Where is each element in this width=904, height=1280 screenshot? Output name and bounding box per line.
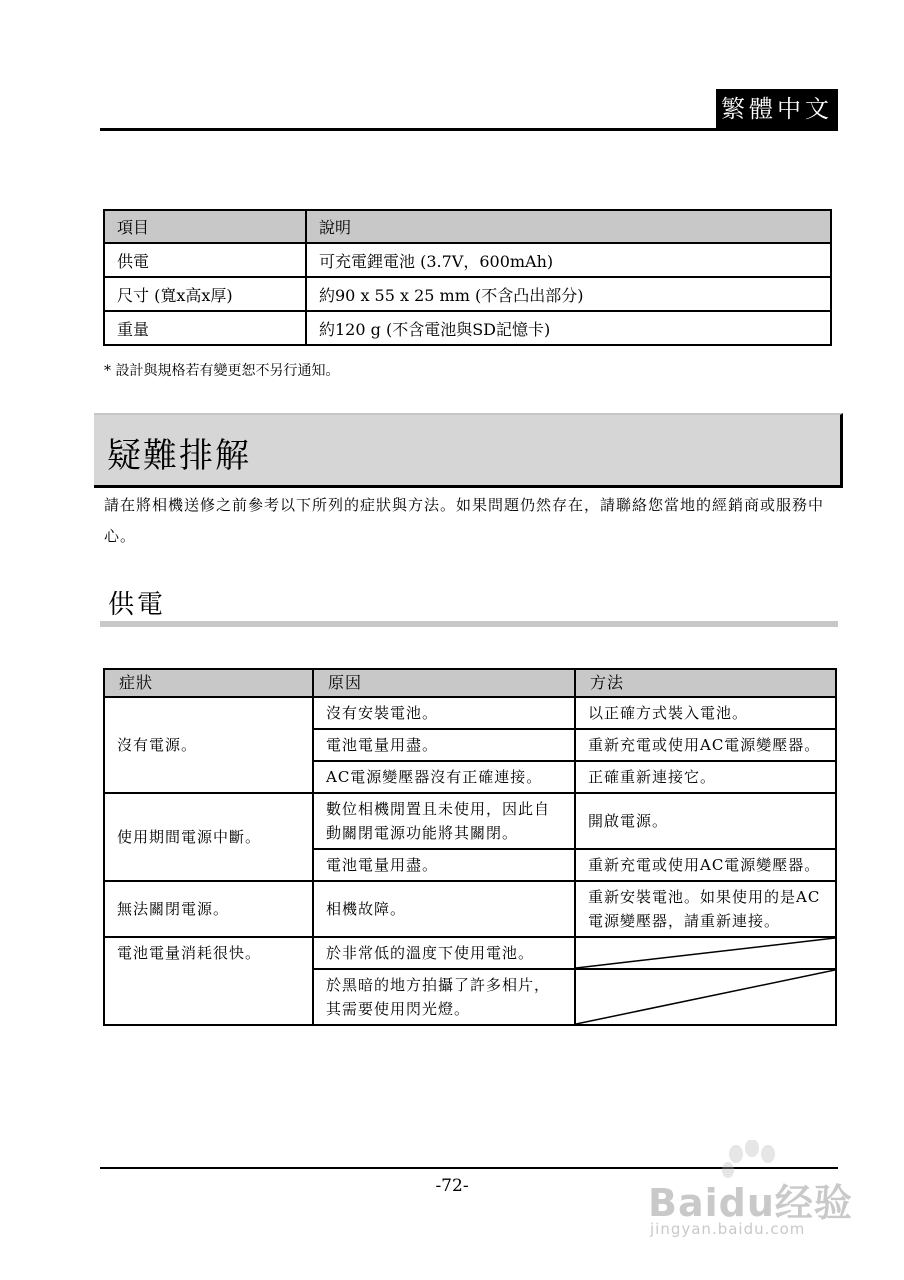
diagonal-strike bbox=[576, 970, 835, 1024]
solution-cell: 以正確方式裝入電池。 bbox=[575, 697, 836, 729]
spec-label: 供電 bbox=[104, 243, 306, 277]
solution-cell: 重新充電或使用AC電源變壓器。 bbox=[575, 849, 836, 881]
spec-table bbox=[103, 209, 832, 346]
cause-cell: 電池電量用盡。 bbox=[313, 849, 575, 881]
spec-row bbox=[104, 277, 831, 311]
watermark-brand: Baidu经验 bbox=[648, 1181, 853, 1225]
spec-header-description: 說明 bbox=[306, 210, 831, 243]
cause-cell: 沒有安裝電池。 bbox=[313, 697, 575, 729]
section-intro: 請在將相機送修之前參考以下所列的症狀與方法。如果問題仍然存在，請聯絡您當地的經銷商或服務中心。 bbox=[104, 496, 825, 545]
empty-solution-cell bbox=[575, 969, 836, 1025]
header-rule bbox=[100, 128, 838, 131]
watermark-url: jingyan.baidu.com bbox=[650, 1220, 806, 1238]
empty-solution-cell bbox=[575, 937, 836, 969]
subsection-rule bbox=[100, 621, 838, 627]
cause-cell: 於非常低的溫度下使用電池。 bbox=[313, 937, 575, 969]
cause-cell: AC電源變壓器沒有正確連接。 bbox=[313, 761, 575, 793]
table-row bbox=[104, 697, 836, 729]
cause-cell: 於黑暗的地方拍攝了許多相片，其需要使用閃光燈。 bbox=[313, 969, 575, 1025]
spec-header-item: 項目 bbox=[104, 210, 306, 243]
spec-label: 重量 bbox=[104, 311, 306, 345]
spec-value: 約90 x 55 x 25 mm (不含凸出部分) bbox=[306, 277, 831, 311]
spec-note: * 設計與規格若有變更恕不另行通知。 bbox=[104, 363, 340, 379]
language-tab: 繁體中文 bbox=[716, 89, 838, 129]
symptom-cell: 電池電量消耗很快。 bbox=[104, 937, 313, 1025]
solution-cell: 重新安裝電池。如果使用的是AC電源變壓器，請重新連接。 bbox=[575, 881, 836, 937]
table-row bbox=[104, 793, 836, 849]
spec-label: 尺寸 (寬x高x厚) bbox=[104, 277, 306, 311]
spec-value: 可充電鋰電池 (3.7V，600mAh) bbox=[306, 243, 831, 277]
diagonal-strike bbox=[576, 938, 835, 968]
table-row bbox=[104, 881, 836, 937]
spec-row bbox=[104, 243, 831, 277]
cause-cell: 數位相機閒置且未使用，因此自動關閉電源功能將其關閉。 bbox=[313, 793, 575, 849]
troubleshooting-table bbox=[103, 668, 837, 1026]
symptom-cell: 無法關閉電源。 bbox=[104, 881, 313, 937]
solution-cell: 正確重新連接它。 bbox=[575, 761, 836, 793]
header-solution: 方法 bbox=[575, 669, 836, 697]
spec-row bbox=[104, 311, 831, 345]
section-title: 疑難排解 bbox=[107, 436, 251, 476]
cause-cell: 電池電量用盡。 bbox=[313, 729, 575, 761]
subsection-title: 供電 bbox=[108, 590, 167, 620]
spec-value: 約120 g (不含電池與SD記憶卡) bbox=[306, 311, 831, 345]
header-cause: 原因 bbox=[313, 669, 575, 697]
header-symptom: 症狀 bbox=[104, 669, 313, 697]
page-number: -72- bbox=[435, 1176, 469, 1196]
cause-cell: 相機故障。 bbox=[313, 881, 575, 937]
symptom-cell: 使用期間電源中斷。 bbox=[104, 793, 313, 881]
spec-table-header bbox=[104, 210, 831, 243]
solution-cell: 重新充電或使用AC電源變壓器。 bbox=[575, 729, 836, 761]
solution-cell: 開啟電源。 bbox=[575, 793, 836, 849]
symptom-cell: 沒有電源。 bbox=[104, 697, 313, 793]
table-row bbox=[104, 937, 836, 969]
troubleshooting-header bbox=[104, 669, 836, 697]
